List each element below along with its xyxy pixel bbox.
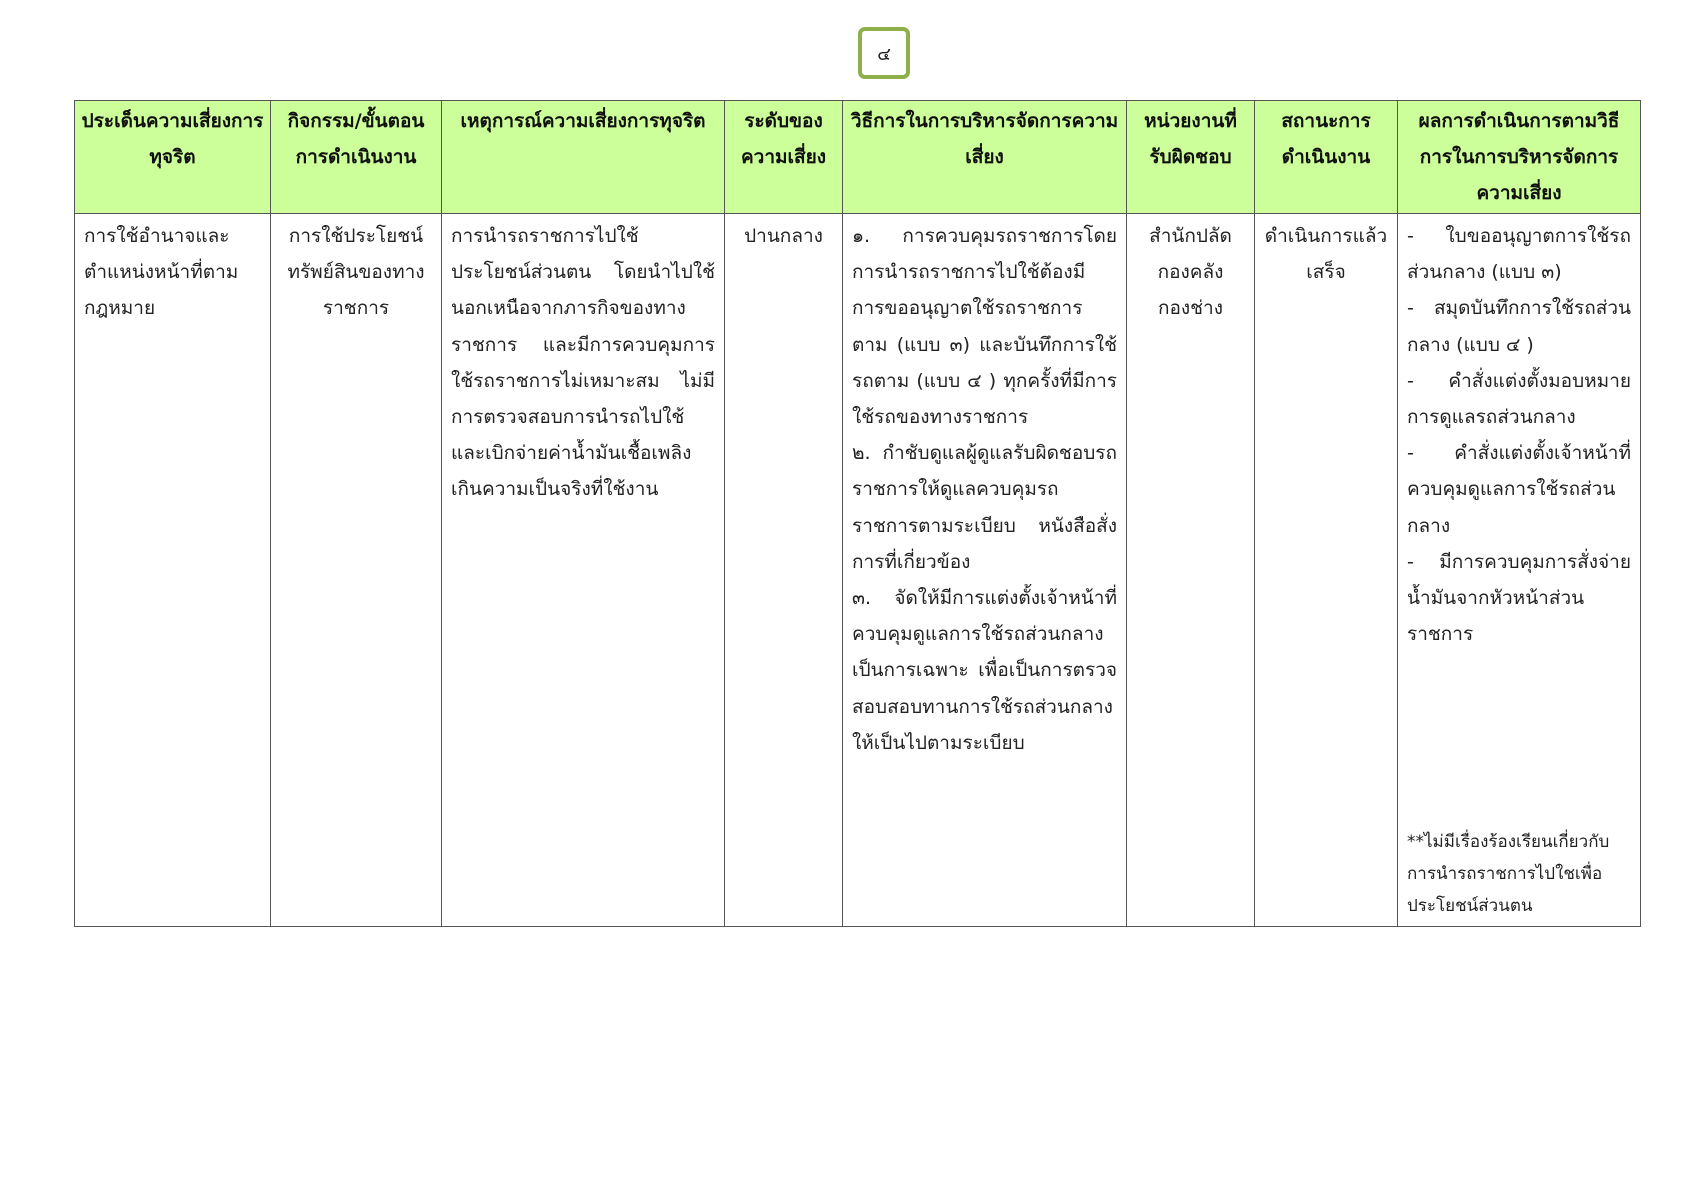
risk-event-text: การนำรถราชการไปใช้ประโยชน์ส่วนตน โดยนำไปใช้นอกเหนือจากภารกิจของทางราชการ และมีการควบคุมการใช้รถราชการไม่เหมาะสม ไม่มีการตรวจสอบการนำรถไปใช้และเบิกจ่ายค่าน้ำมันเชื้อเพลิงเกินความเป็นจริงที่ใช้งาน — [451, 225, 715, 501]
complaint-note: **ไม่มีเรื่องร้องเรียนเกี่ยวกับการนำรถราชการไปใชเพื่อประโยชน์ส่วนตน — [1407, 832, 1610, 916]
cell-activity — [271, 214, 442, 927]
page-number-text: ๔ — [877, 43, 891, 65]
cell-results — [1398, 214, 1641, 927]
cell-status — [1255, 214, 1398, 927]
risk-issue-text: การใช้อำนาจและตำแหน่งหน้าที่ตามกฎหมาย — [84, 225, 239, 320]
header-risk-level: ระดับของความเสี่ยง — [725, 101, 843, 214]
header-risk-issue: ประเด็นความเสี่ยงการทุจริต — [75, 101, 271, 214]
cell-responsible-units — [1127, 214, 1255, 927]
table-row — [75, 214, 1641, 927]
risk-level-text: ปานกลาง — [744, 225, 823, 247]
status-text: ดำเนินการแล้วเสร็จ — [1264, 225, 1388, 284]
risk-management-table — [74, 100, 1641, 927]
page-number — [858, 27, 910, 79]
activity-text: การใช้ประโยชน์ทรัพย์สินของทางราชการ — [287, 225, 425, 320]
header-status: สถานะการดำเนินงาน — [1255, 101, 1398, 214]
responsible-unit: สำนักปลัด — [1149, 225, 1232, 247]
header-risk-event: เหตุการณ์ความเสี่ยงการทุจริต — [442, 101, 725, 214]
management-method-item: ๒. กำชับดูแลผู้ดูแลรับผิดชอบรถราชการให้ดูแลควบคุมรถราชการตามระเบียบ หนังสือสั่งการที่เกี่ยวข้อง — [852, 442, 1117, 573]
result-item: - ใบขออนุญาตการใช้รถส่วนกลาง (แบบ ๓) — [1407, 225, 1631, 284]
responsible-unit: กองช่าง — [1157, 297, 1224, 320]
cell-risk-issue — [75, 214, 271, 927]
management-method-item: ๓. จัดให้มีการแต่งตั้งเจ้าหน้าที่ควบคุมดูแลการใช้รถส่วนกลางเป็นการเฉพาะ เพื่อเป็นการตรวจสอบสอบทานการใช้รถส่วนกลางให้เป็นไปตามระเบียบ — [852, 587, 1117, 754]
table-header-row — [75, 101, 1641, 214]
cell-management-methods — [843, 214, 1127, 927]
result-item: - คำสั่งแต่งตั้งมอบหมายการดูแลรถส่วนกลาง — [1407, 369, 1631, 429]
result-item: - สมุดบันทึกการใช้รถส่วนกลาง (แบบ ๔ ) — [1407, 297, 1631, 356]
header-activity: กิจกรรม/ขั้นตอนการดำเนินงาน — [271, 101, 442, 214]
header-management-methods: วิธีการในการบริหารจัดการความเสี่ยง — [843, 101, 1127, 214]
header-results: ผลการดำเนินการตามวิธีการในการบริหารจัดการความเสี่ยง — [1398, 101, 1641, 214]
cell-risk-level — [725, 214, 843, 927]
result-item: - มีการควบคุมการสั่งจ่ายน้ำมันจากหัวหน้าส่วนราชการ — [1407, 550, 1631, 646]
cell-risk-event — [442, 214, 725, 927]
header-responsible-units: หน่วยงานที่รับผิดชอบ — [1127, 101, 1255, 214]
management-method-item: ๑. การควบคุมรถราชการโดยการนำรถราชการไปใช้ต้องมีการขออนุญาตใช้รถราชการตาม (แบบ ๓) และบันทึกการใช้รถตาม (แบบ ๔ ) ทุกครั้งที่มีการใช้รถของทางราชการ — [852, 225, 1117, 429]
result-item: - คำสั่งแต่งตั้งเจ้าหน้าที่ควบคุมดูแลการใช้รถส่วนกลาง — [1407, 442, 1631, 537]
responsible-unit: กองคลัง — [1157, 261, 1224, 284]
results-container — [1407, 218, 1631, 922]
